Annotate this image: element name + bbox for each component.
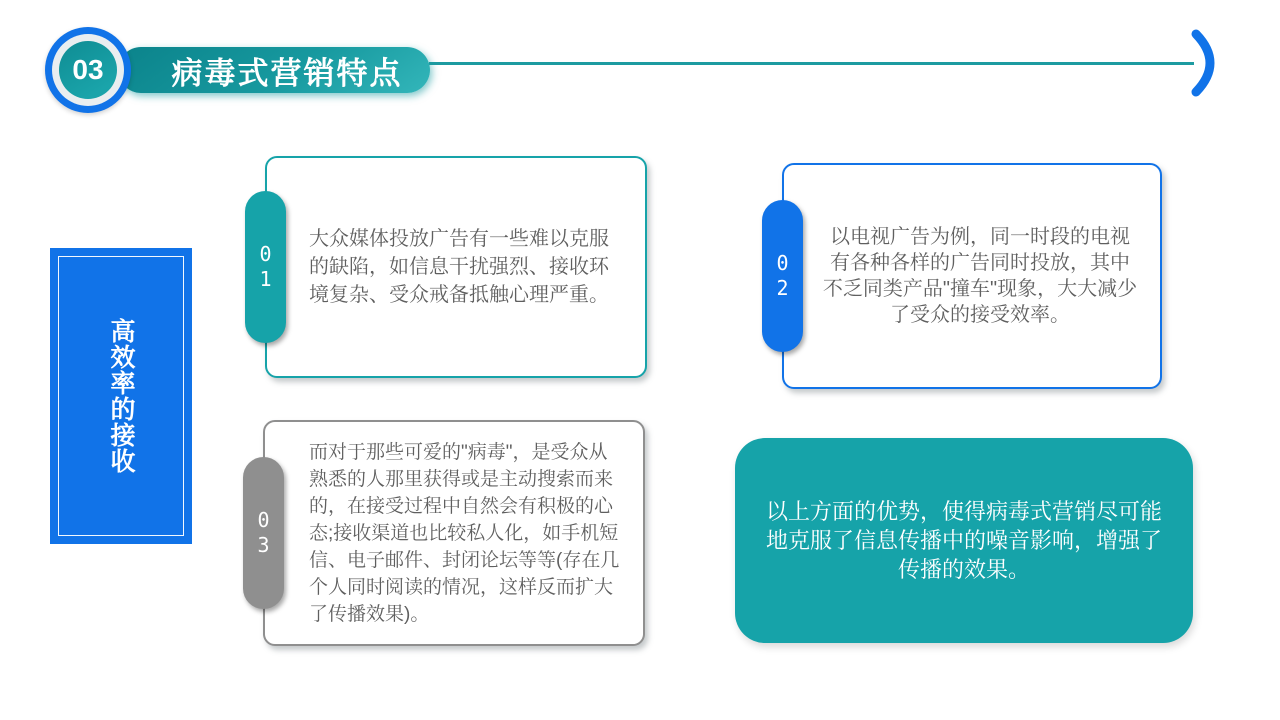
pill-digit-bottom: 1 [259,267,272,291]
feature-card-03 [257,420,645,646]
card-01-text: 大众媒体投放广告有一些难以克服的缺陷，如信息干扰强烈、接收环境复杂、受众戒备抵触心理严重。 [309,228,609,306]
card-03-number-pill [243,457,284,609]
card-02-number-pill [762,200,803,352]
badge-number: 03 [59,41,117,99]
card-03-text: 而对于那些可爱的"病毒"，是受众从熟悉的人那里获得或是主动搜索而来的，在接受过程中自然会有积极的心态;接收渠道也比较私人化，如手机短信、电子邮件、封闭论坛等等(存在几个人同时阅读的情况，这样反而扩大了传播效果)。 [309,441,620,625]
header-arc-icon [1190,28,1222,98]
side-label-panel [50,248,192,544]
card-02-text: 以电视广告为例，同一时段的电视有各种各样的广告同时投放，其中不乏同类产品"撞车"现象，大大减少了受众的接受效率。 [822,226,1138,326]
slide-title: 病毒式营销特点 [171,55,403,91]
pill-digit-bottom: 3 [257,533,270,557]
badge-ring [52,34,124,106]
summary-text: 以上方面的优势，使得病毒式营销尽可能地克服了信息传播中的噪音影响，增强了传播的效果。 [765,499,1162,582]
pill-digit-top: 0 [257,508,270,532]
pill-digit-bottom: 2 [776,276,789,300]
feature-card-02 [776,163,1162,389]
card-01-number-pill [245,191,286,343]
pill-digit-top: 0 [776,251,789,275]
header-line-decoration [429,62,1194,65]
slide-title-pill [118,47,430,93]
feature-card-01 [259,156,647,378]
side-label: 高效率的接收 [107,318,135,474]
section-number-badge [45,27,131,113]
pill-digit-top: 0 [259,242,272,266]
summary-box [735,438,1193,643]
